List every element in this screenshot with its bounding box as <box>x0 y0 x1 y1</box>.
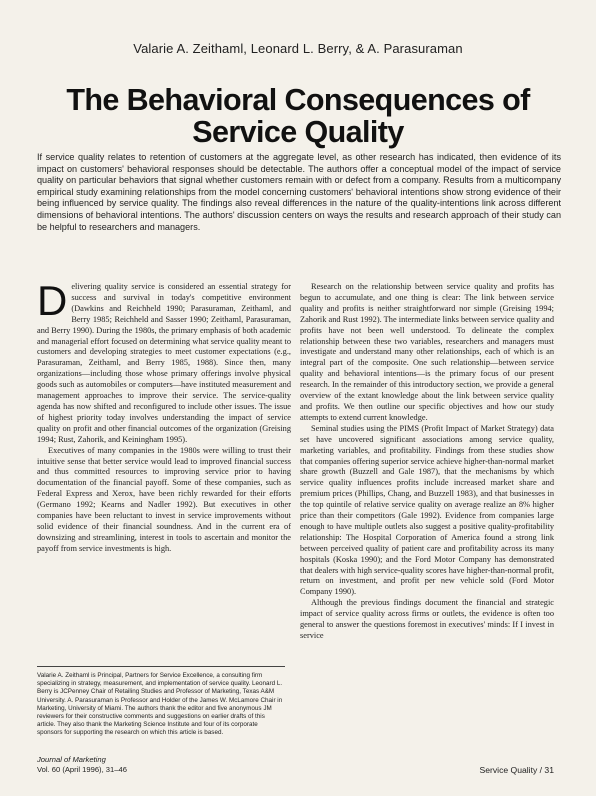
body-column-right <box>300 282 554 642</box>
journal-citation <box>37 755 127 774</box>
journal-name: Journal of Marketing <box>37 755 106 764</box>
journal-issue: Vol. 60 (April 1996), 31–46 <box>37 764 127 774</box>
author-byline: Valarie A. Zeithaml, Leonard L. Berry, & A. Parasuraman <box>133 41 463 56</box>
article-title-line-1: The Behavioral Consequences of <box>66 83 530 117</box>
body-paragraph: Seminal studies using the PIMS (Profit Impact of Market Strategy) data set have uncovered significant associations among service quality, marketing variables, and profitability. Findings from these studies show that companies offering superior service achieve higher-than-normal market share growth (Buzzell and Gale 1987), that the mechanisms by which service quality influences profits include increased market share and premium prices (Phillips, Chang, and Buzzell 1983), and that businesses in the top quintile of relative service quality on average realize an 8% higher price than their competitors (Gale 1992). Evidence from companies large enough to have multiple outlets also suggest a positive quality-profitability relationship: The Hospital Corporation of America found a strong link between perceived quality of patient care and profitability across its many hospitals (Koska 1990); and the Ford Motor Company has demonstrated that dealers with high service-quality scores have higher-than-normal profit, return on investment, and profit per new vehicle sold (Ford Motor Company 1990). <box>300 423 554 597</box>
body-paragraph: Research on the relationship between service quality and profits has begun to accumulate, and one thing is clear: The link between service quality and profits is neither straightforward nor simple (Greising 1994; Zahorik and Rust 1992). The intermediate links between service quality and profits have not been well understood. To delineate the complex relationship between these two variables, researchers and managers must investigate and understand many other relationships, each of which is an integral part of the composite. One such relationship—between service quality and behavioral intentions—is the primary focus of our present research. In the remainder of this introductory section, we provide a general overview of the extant knowledge about the link between service quality and profits. We then outline our specific objectives and how our study attempts to extend current knowledge. <box>300 282 554 422</box>
body-column-left <box>37 277 291 555</box>
article-title-line-2: Service Quality <box>192 115 404 149</box>
paragraph-text: elivering quality service is considered an essential strategy for success and survival in today's competitive environment (Dawkins and Reichheld 1990; Parasuraman, Zeithaml, and Berry 1985; Reichheld and Sasser 1990; Zeithaml, Parasuraman, and Berry 1990). During the 1980s, the primary emphasis of both academic and managerial effort focused on determining what service quality meant to customers and developing strategies to meet customer expectations (e.g., Parasuraman, Zeithaml, and Berry 1985, 1988). Since then, many organizations—including those whose primary offerings involve physical goods such as automobiles or computers—have instituted measurement and management approaches to improve their service. The service-quality agenda has now shifted and reconfigured to include other issues. The issue of highest priority today involves understanding the impact of service quality on profit and other financial outcomes of the organization (Greising 1994; Rust, Zahorik, and Keiningham 1995). <box>37 282 291 444</box>
page-number-label: Service Quality / 31 <box>479 765 554 775</box>
body-paragraph: Executives of many companies in the 1980s were willing to trust their intuitive sense that better service would lead to improved financial success and thus committed resources to improving service prior to having documentation of the financial payoff. Some of these companies, such as Federal Express and Xerox, have been richly rewarded for their efforts (Germano 1992; Kearns and Nadler 1992). But executives in other companies have been reluctant to invest in service improvements without solid evidence of their financial soundness. And in the current era of downsizing and streamlining, interest in tools to ascertain and monitor the payoff from service investments is high. <box>37 445 291 553</box>
body-paragraph <box>37 277 291 446</box>
body-paragraph: Although the previous findings document the financial and strategic impact of service quality across firms or outlets, the evidence is often too general to answer the questions foremost in executives' minds: If I invest in service <box>300 598 554 640</box>
drop-cap: D <box>37 277 68 324</box>
article-title <box>0 84 596 148</box>
abstract: If service quality relates to retention of customers at the aggregate level, as other research has indicated, then evidence of its impact on customers' behavioral responses should be detectable. The authors offer a conceptual model of the impact of service quality on particular behaviors that signal whether customers remain with or defect from a company. Results from a multicompany empirical study examining relationships from the model concerning customers' behavioral intentions show strong evidence of their being influenced by service quality. The findings also reveal differences in the nature of the quality-intentions link across different dimensions of behavioral intentions. The authors' discussion centers on ways the results and research approach of their study can be helpful to researchers and managers. <box>37 152 561 232</box>
author-footnote: Valarie A. Zeithaml is Principal, Partners for Service Excellence, a consulting firm specializing in strategy, measurement, and implementation of service quality. Leonard L. Berry is JCPenney Chair of Retailing Studies and Professor of Marketing, Texas A&M University. A. Parasuraman is Professor and Holder of the James W. McLamore Chair in Marketing, University of Miami. The authors thank the editor and five anonymous JM reviewers for their constructive comments and suggestions on earlier drafts of this article. They also thank the Marketing Science Institute and four of its corporate sponsors for supporting the research on which this article is based. <box>37 666 285 738</box>
